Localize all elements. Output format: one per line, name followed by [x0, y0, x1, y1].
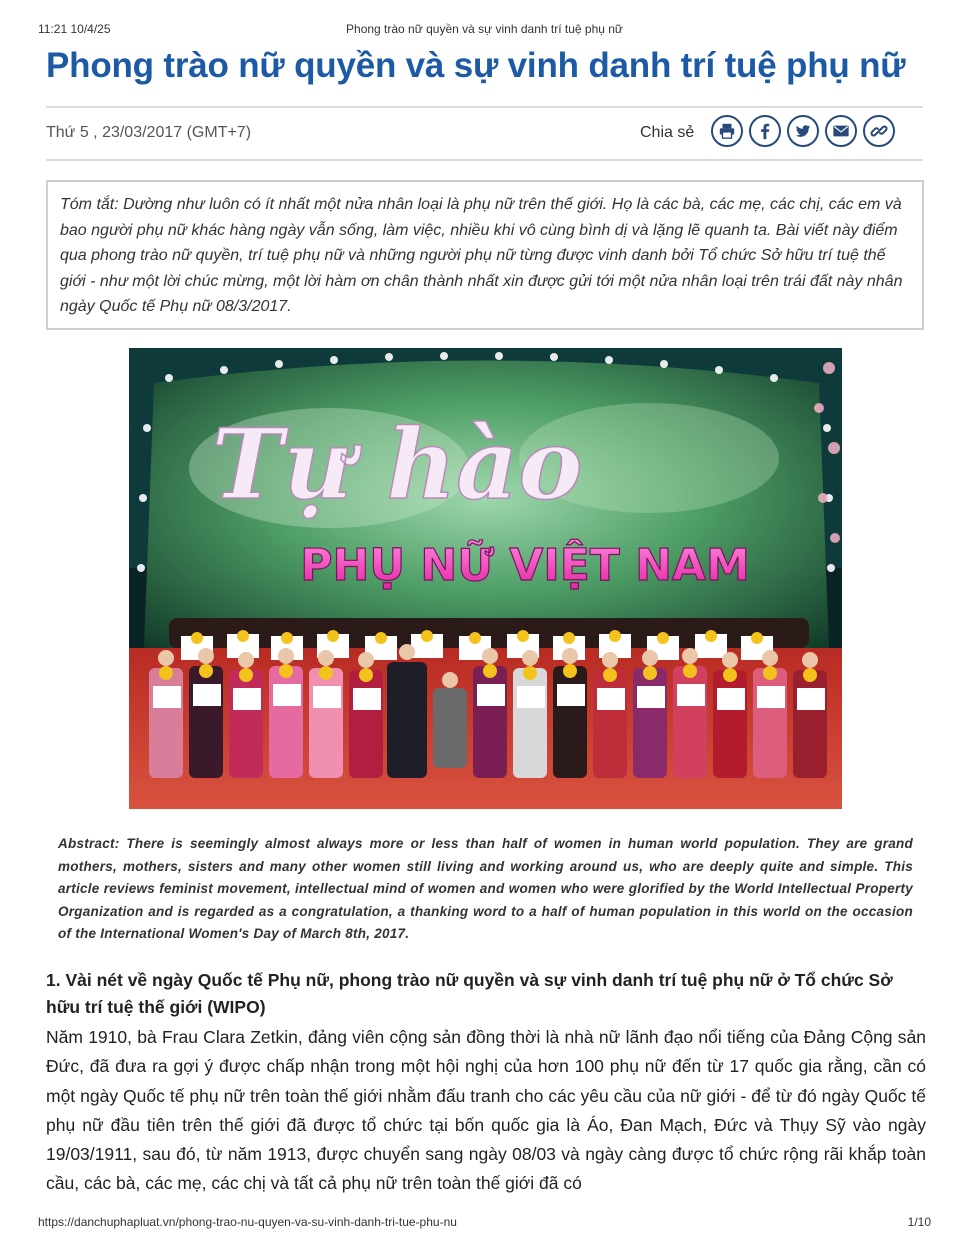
share-icons [711, 115, 895, 147]
summary-text: Tóm tắt: Dường như luôn có ít nhất một nửa nhân loại là phụ nữ trên thế giới. Họ là các bà, các mẹ, các chị, các em và bao người phụ nữ khác hàng ngày vẫn sống, làm việc, nhiều khi vô cùng bình dị và lặng lẽ quanh ta. Bài viết này điểm qua phong trào nữ quyền, trí tuệ phụ nữ và những người phụ nữ từng được vinh danh bởi Tổ chức Sở hữu trí tuệ thế giới - như một lời chúc mừng, một lời hàm ơn chân thành nhất xin được gửi tới một nửa nhân loại trên trái đất này nhân ngày Quốc tế Phụ nữ 08/3/2017. [60, 196, 903, 315]
abstract-text: Abstract: There is seemingly almost always more or less than half of women in human world population. They are grand mothers, mothers, sisters and many other women still living and working around us, who are deeply quite and simple. This article reviews feminist movement, intellectual mind of women and women who were glorified by the World Intellectual Property Organization and is regarded as a congratulation, a thanking word to a half of human population in this world on the occasion of the International Women's Day of March 8th, 2017. [58, 836, 913, 941]
link-icon[interactable] [863, 115, 895, 147]
meta-divider [46, 159, 923, 161]
hero-photo [129, 348, 842, 809]
print-doc-title: Phong trào nữ quyền và sự vinh danh trí tuệ phụ nữ [346, 22, 623, 36]
body-paragraph: Năm 1910, bà Frau Clara Zetkin, đảng viên cộng sản đồng thời là nhà nữ lãnh đạo nổi tiếng của Đảng Cộng sản Đức, đã đưa ra gợi ý được chấp nhận trong một hội nghị của hơn 100 phụ nữ đến từ 17 quốc gia rằng, cần có một ngày Quốc tế phụ nữ trên toàn thế giới nhằm đấu tranh cho các yêu cầu của nữ giới - để từ đó ngày Quốc tế phụ nữ đầu tiên trên thế giới đã được tổ chức tại bốn quốc gia là Áo, Đan Mạch, Đức và Thụy Sỹ vào ngày 19/03/1911, sau đó, từ năm 1913, được chuyển sang ngày 08/03 và ngày càng được tổ chức rộng rãi khắp toàn cầu, các bà, các mẹ, các chị và tất cả phụ nữ trên toàn thế giới đã có [46, 1027, 926, 1194]
article-date: Thứ 5 , 23/03/2017 (GMT+7) [46, 124, 252, 141]
print-datetime: 11:21 10/4/25 [38, 22, 111, 36]
award-recipients [149, 618, 827, 778]
email-icon[interactable] [825, 115, 857, 147]
hero-illustration [129, 348, 842, 809]
twitter-icon[interactable] [787, 115, 819, 147]
title-divider [46, 106, 923, 108]
section-heading: 1. Vài nét về ngày Quốc tế Phụ nữ, phong trào nữ quyền và sự vinh danh trí tuệ phụ nữ ở Tổ chức Sở hữu trí tuệ thế giới (WIPO) [46, 970, 893, 1017]
share-label: Chia sẻ [640, 124, 695, 141]
hero-main-title: PHỤ NỮ VIỆT NAM [300, 540, 750, 591]
facebook-icon[interactable] [749, 115, 781, 147]
abstract [58, 833, 913, 946]
print-icon[interactable] [711, 115, 743, 147]
hero-script-title: Tự hào [211, 408, 583, 521]
page-url[interactable]: https://danchuphapluat.vn/phong-trao-nu-quyen-va-su-vinh-danh-tri-tue-phu-nu [38, 1215, 457, 1229]
print-footer [38, 1215, 931, 1231]
summary-box [46, 180, 924, 330]
article-title: Phong trào nữ quyền và sự vinh danh trí tuệ phụ nữ [46, 46, 906, 85]
print-header [38, 22, 931, 38]
page-number: 1/10 [907, 1215, 931, 1229]
